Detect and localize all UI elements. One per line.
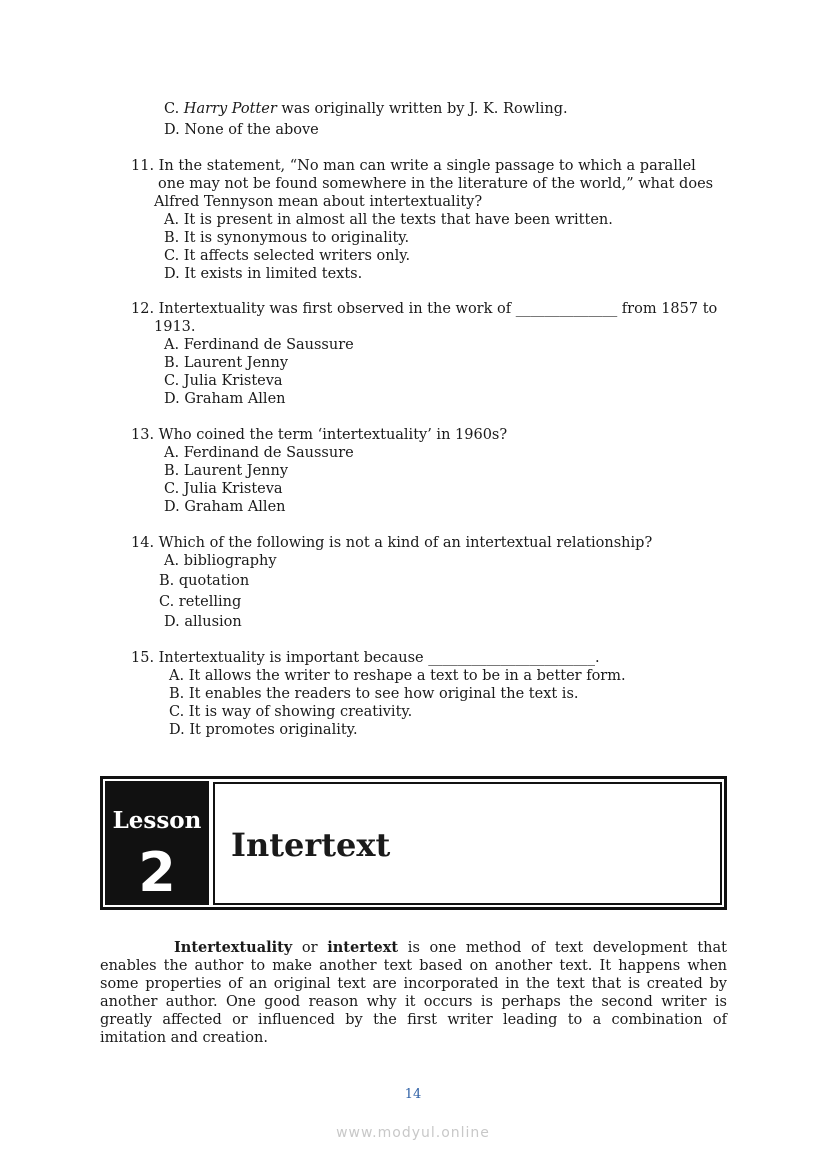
question-11-line-2: one may not be found somewhere in the literature of the world,” what does	[158, 176, 714, 192]
lesson-title: Intertext	[231, 826, 391, 864]
question-12-line-2: 1913.	[154, 319, 196, 335]
question-13-option-d: D. Graham Allen	[164, 499, 286, 515]
question-12-option-d: D. Graham Allen	[164, 391, 286, 407]
question-11-option-c: C. It affects selected writers only.	[164, 248, 411, 264]
watermark: www.modyul.online	[336, 1125, 490, 1141]
question-15-option-b: B. It enables the readers to see how original the text is.	[169, 686, 579, 702]
option-d-none: D. None of the above	[164, 122, 319, 138]
question-12-line-1: 12. Intertextuality was first observed in the work of ______________ from 1857 to	[131, 301, 718, 317]
term-intertext: intertext	[327, 939, 399, 956]
lesson-label: Lesson	[112, 807, 202, 834]
question-13-option-b: B. Laurent Jenny	[164, 463, 289, 479]
lesson-number-block	[105, 781, 211, 905]
question-15-option-c: C. It is way of showing creativity.	[169, 704, 413, 720]
question-14-option-d: D. allusion	[164, 614, 242, 630]
question-14-option-a: A. bibliography	[164, 553, 277, 569]
italic-title: Harry Potter	[183, 101, 277, 117]
question-11-line-1: 11. In the statement, “No man can write a single passage to which a parallel	[131, 158, 696, 174]
lesson-title-block	[213, 782, 722, 905]
question-14-option-b: B. quotation	[159, 573, 250, 589]
paragraph-rest: is one method of text development that enables the author to make another text based on another text. It happens when some properties of an original text are incorporated in the text that is created by another author. One good reason why it occurs is perhaps the second writer is greatly affected or influenced by the first writer leading to a combination of imitation and creation.	[100, 940, 727, 1046]
question-12-option-c: C. Julia Kristeva	[164, 373, 283, 389]
question-15-option-d: D. It promotes originality.	[169, 722, 358, 738]
intro-paragraph	[100, 939, 727, 1047]
question-11-option-a: A. It is present in almost all the texts that have been written.	[164, 212, 613, 228]
question-14-line-1: 14. Which of the following is not a kind of an intertextual relationship?	[131, 535, 653, 551]
question-11-line-3: Alfred Tennyson mean about intertextuality?	[154, 194, 483, 210]
option-c-harry-potter	[164, 100, 568, 118]
question-15-option-a: A. It allows the writer to reshape a text to be in a better form.	[169, 668, 626, 684]
term-intertextuality: Intertextuality	[174, 939, 293, 956]
question-14-option-c: C. retelling	[159, 594, 242, 610]
paragraph-text	[100, 939, 727, 1047]
question-13-line-1: 13. Who coined the term ‘intertextuality’ in 1960s?	[131, 427, 508, 443]
option-text: was originally written by J. K. Rowling.	[276, 101, 568, 117]
connector: or	[292, 940, 328, 956]
question-12-option-a: A. Ferdinand de Saussure	[164, 337, 354, 353]
question-11-option-d: D. It exists in limited texts.	[164, 266, 363, 282]
question-12-option-b: B. Laurent Jenny	[164, 355, 289, 371]
question-13-option-a: A. Ferdinand de Saussure	[164, 445, 354, 461]
lesson-banner	[100, 776, 727, 910]
question-13-option-c: C. Julia Kristeva	[164, 481, 283, 497]
option-label: C.	[164, 101, 180, 117]
question-15-line-1: 15. Intertextuality is important because _______________________.	[131, 650, 600, 666]
lesson-number: 2	[138, 841, 176, 904]
question-11-option-b: B. It is synonymous to originality.	[164, 230, 410, 246]
page-number: 14	[404, 1087, 422, 1102]
